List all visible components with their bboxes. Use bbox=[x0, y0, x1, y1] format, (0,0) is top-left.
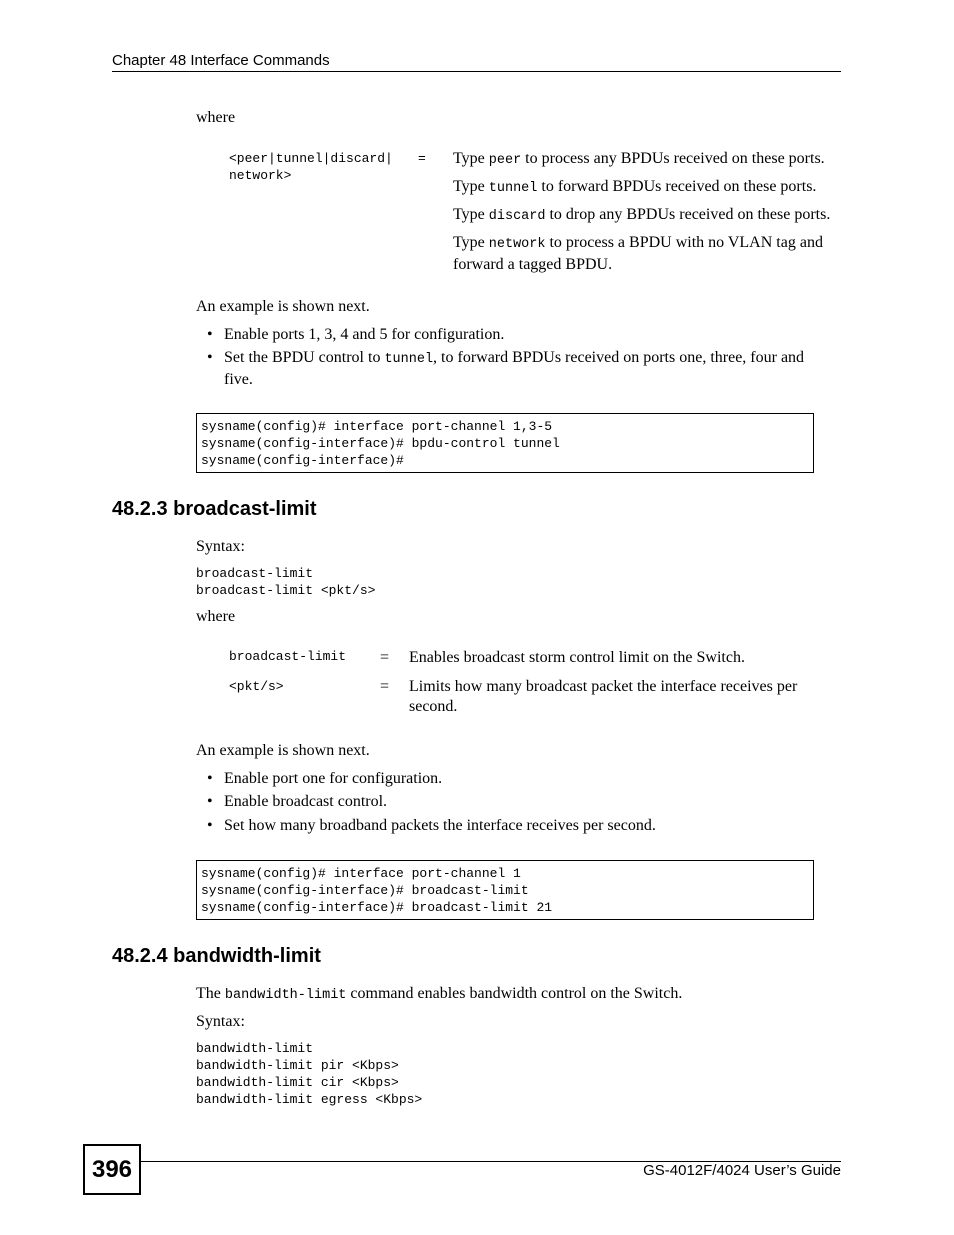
param-equals: = bbox=[380, 649, 390, 666]
example-intro-2: An example is shown next. bbox=[196, 742, 370, 759]
syntax-code-bandwidth: bandwidth-limit bandwidth-limit pir <Kbps> bandwidth-limit cir <Kbps> bandwidth-limit egress <Kbps> bbox=[196, 1041, 423, 1107]
header-rule bbox=[112, 71, 841, 72]
section-heading-broadcast-limit: 48.2.3 broadcast-limit bbox=[112, 498, 317, 520]
code-example-broadcast: sysname(config)# interface port-channel 1 sysname(config-interface)# broadcast-limit sysname(config-interface)# broadcast-limit 21 bbox=[196, 860, 814, 920]
syntax-code-broadcast: broadcast-limit broadcast-limit <pkt/s> bbox=[196, 566, 376, 598]
param-desc-pkt-s: Limits how many broadcast packet the interface receives per second. bbox=[409, 678, 798, 715]
example-intro-1: An example is shown next. bbox=[196, 298, 370, 315]
desc-tunnel: Type tunnel to forward BPDUs received on these ports. bbox=[453, 178, 817, 196]
list-item: • Enable port one for configuration. bbox=[207, 770, 443, 787]
list-item: • Enable ports 1, 3, 4 and 5 for configuration. bbox=[207, 326, 505, 343]
bandwidth-intro: The bandwidth-limit command enables bandwidth control on the Switch. bbox=[196, 985, 683, 1003]
desc-discard: Type discard to drop any BPDUs received on these ports. bbox=[453, 206, 831, 224]
page-number: 396 bbox=[91, 1155, 133, 1183]
param-name-bpdu: <peer|tunnel|discard| network> bbox=[229, 151, 393, 183]
chapter-header: Chapter 48 Interface Commands bbox=[112, 52, 330, 69]
syntax-label-2: Syntax: bbox=[196, 1013, 245, 1030]
page-number-box bbox=[83, 1144, 141, 1195]
syntax-label-1: Syntax: bbox=[196, 538, 245, 555]
param-name-broadcast-limit: broadcast-limit bbox=[229, 649, 347, 664]
desc-peer: Type peer to process any BPDUs received on these ports. bbox=[453, 150, 825, 168]
where-label-2: where bbox=[196, 608, 236, 625]
param-desc-broadcast-limit: Enables broadcast storm control limit on the Switch. bbox=[409, 649, 745, 666]
param-name-pkt-s: <pkt/s> bbox=[229, 679, 284, 694]
where-label-1: where bbox=[196, 109, 236, 126]
list-item: • Set how many broadband packets the interface receives per second. bbox=[207, 817, 656, 834]
list-item: • Enable broadcast control. bbox=[207, 793, 388, 810]
list-item: • Set the BPDU control to tunnel, to forward BPDUs received on ports one, three, four and five. bbox=[207, 349, 805, 388]
code-example-bpdu: sysname(config)# interface port-channel 1,3-5 sysname(config-interface)# bpdu-control tunnel sysname(config-interface)# bbox=[196, 413, 814, 473]
desc-network: Type network to process a BPDU with no VLAN tag and forward a tagged BPDU. bbox=[453, 234, 823, 273]
guide-title: GS-4012F/4024 User’s Guide bbox=[643, 1162, 841, 1179]
param-equals-bpdu: = bbox=[418, 151, 426, 166]
param-equals: = bbox=[380, 678, 390, 695]
section-heading-bandwidth-limit: 48.2.4 bandwidth-limit bbox=[112, 945, 321, 967]
